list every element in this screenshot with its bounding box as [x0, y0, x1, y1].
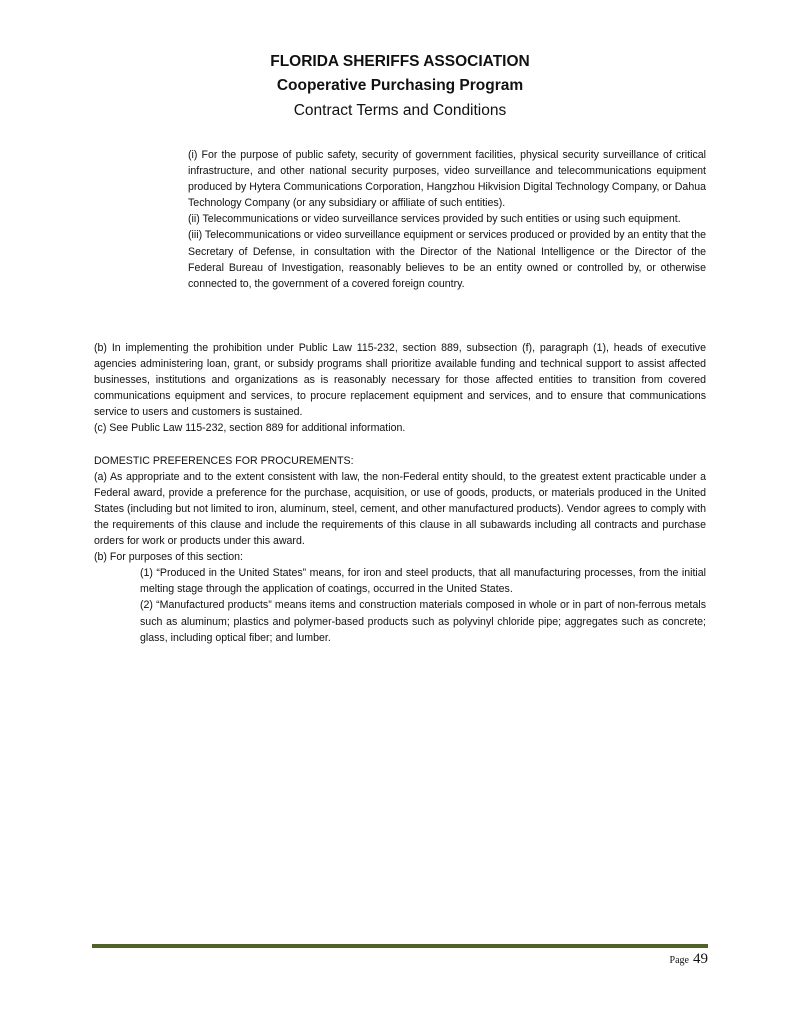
- definition-manufactured-products: (2) “Manufactured products” means items and construction materials composed in whole or in part of non-ferrous metals such as aluminum; plastics and polymer-based products such as polyvinyl chloride pipe; aggregates such as concrete; glass, including optical fiber; and lumber.: [140, 599, 706, 644]
- spacer: [94, 437, 706, 453]
- page-number-value: 49: [693, 951, 708, 967]
- definition-produced-in-us: (1) “Produced in the United States” means, for iron and steel products, that all manufacturing processes, from the initial melting stage through the application of coatings, occurred in the United States.: [140, 567, 706, 596]
- page-label: Page: [669, 955, 689, 966]
- program-title: Cooperative Purchasing Program: [276, 77, 524, 94]
- document-title: Contract Terms and Conditions: [293, 102, 507, 119]
- document-header: [0, 50, 800, 124]
- covered-item-i: (i) For the purpose of public safety, security of government facilities, physical security surveillance of critical infrastructure, and other national security purposes, video surveillance and telecommunications equipment produced by Hytera Communications Corporation, Hangzhou Hikvision Digital Technology Company, or Dahua Technology Company (or any subsidiary or affiliate of such entities).: [188, 149, 706, 210]
- covered-item-ii: (ii) Telecommunications or video surveillance services provided by such entities or using such equipment.: [188, 213, 681, 226]
- covered-equipment-list: [188, 147, 706, 292]
- main-text-block: [94, 340, 706, 646]
- page-number: [670, 950, 708, 968]
- domestic-paragraph-a: (a) As appropriate and to the extent consistent with law, the non-Federal entity should, to the greatest extent practicable under a Federal award, provide a preference for the purchase, acquisition, or use of goods, products, or materials produced in the United States (including but not limited to iron, aluminum, steel, cement, and other manufactured products). Vendor agrees to comply with the requirements of this clause and include the requirements of this clause in all subawards including all contracts and purchase orders for work or products under this award.: [94, 470, 706, 548]
- paragraph-b-prohibition: (b) In implementing the prohibition under Public Law 115-232, section 889, subsection (f), paragraph (1), heads of executive agencies administering loan, grant, or subsidy programs shall prioritize available funding and technical support to assist affected businesses, institutions and organizations as is reasonably necessary for those affected entities to transition from covered communications equipment and services, to procure replacement equipment and services, and to ensure that communications service to users and customers is sustained.: [94, 342, 706, 419]
- covered-item-iii: (iii) Telecommunications or video surveillance equipment or services produced or provided by an entity that the Secretary of Defense, in consultation with the Director of the National Intelligence or the Director of the Federal Bureau of Investigation, reasonably believes to be an entity owned or controlled by, or otherwise connected to, the government of a covered foreign country.: [188, 229, 706, 290]
- definitions-list: [140, 565, 706, 645]
- footer-rule: [92, 944, 708, 948]
- paragraph-c-reference: (c) See Public Law 115-232, section 889 for additional information.: [94, 422, 406, 435]
- organization-title: FLORIDA SHERIFFS ASSOCIATION: [270, 53, 530, 70]
- domestic-paragraph-b: (b) For purposes of this section:: [94, 551, 243, 564]
- domestic-preferences-heading: DOMESTIC PREFERENCES FOR PROCUREMENTS:: [94, 454, 354, 467]
